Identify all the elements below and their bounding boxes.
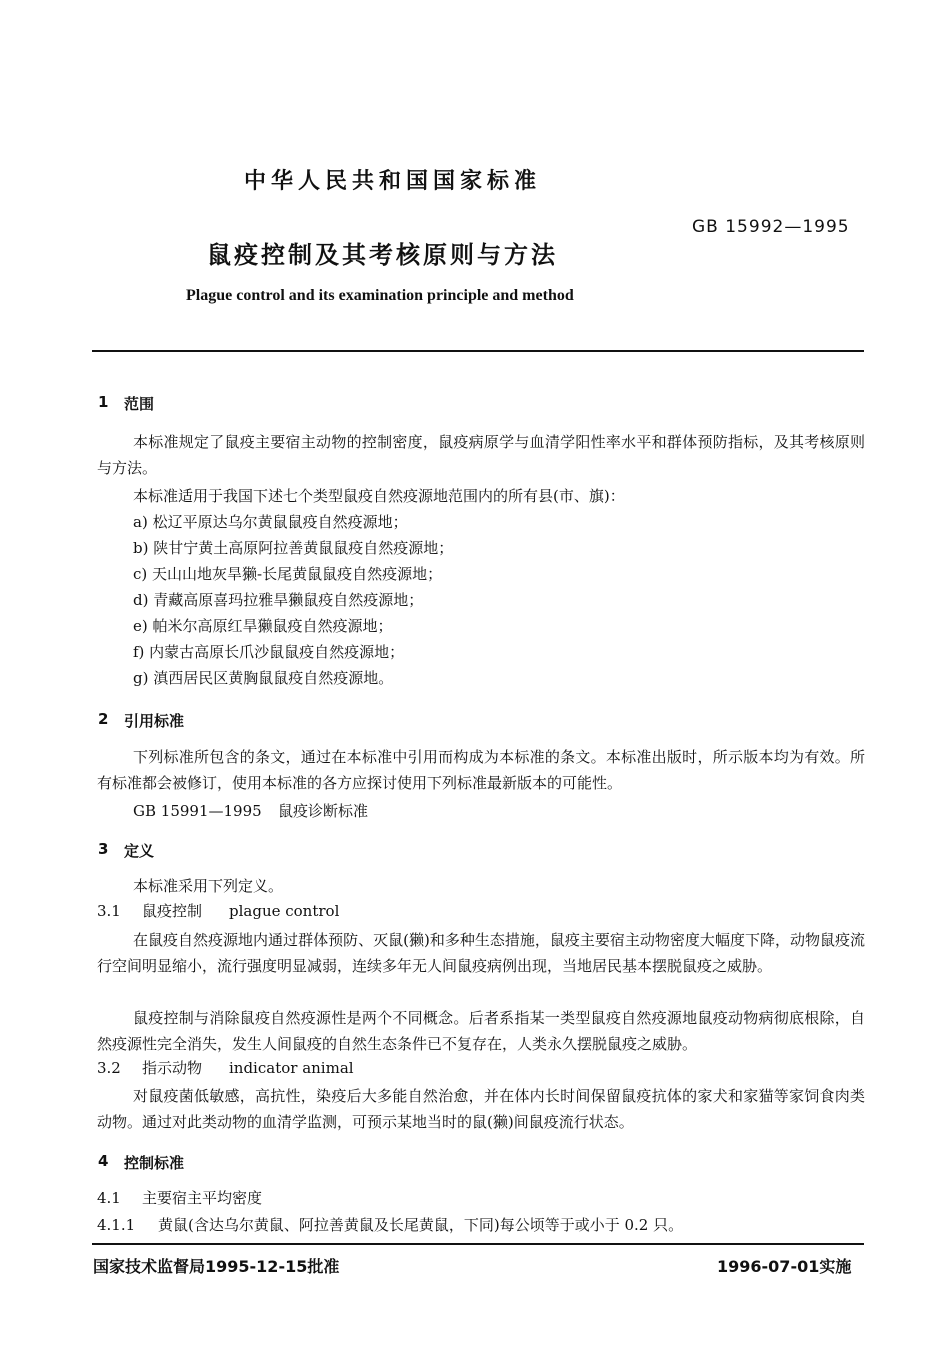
subsection-number: 3.1: [97, 902, 121, 920]
list-item: a) 松辽平原达乌尔黄鼠鼠疫自然疫源地；: [133, 513, 408, 531]
list-item: g) 滇西居民区黄胸鼠鼠疫自然疫源地。: [133, 669, 394, 687]
section-number: 1: [98, 393, 109, 411]
list-item: b) 陕甘宁黄土高原阿拉善黄鼠鼠疫自然疫源地；: [133, 539, 454, 557]
section-number: 4: [98, 1152, 109, 1170]
paragraph: 对鼠疫菌低敏感，高抗性，染疫后大多能自然治愈，并在体内长时间保留鼠疫抗体的家犬和家猫等家饲食肉类动物。通过对此类动物的血清学监测，可预示某地当时的鼠(獭)间鼠疫流行状态。: [97, 1087, 865, 1131]
standard-number: GB 15992—1995: [692, 217, 850, 237]
paragraph: 鼠疫控制与消除鼠疫自然疫源性是两个不同概念。后者系指某一类型鼠疫自然疫源地鼠疫动物病彻底根除，自然疫源性完全消失，发生人间鼠疫的自然生态条件已不复存在，人类永久摆脱鼠疫之威胁。: [97, 1009, 865, 1053]
reference-code: GB 15991—1995: [133, 802, 262, 820]
section-title: 引用标准: [124, 712, 185, 730]
national-standard-heading: 中华人民共和国国家标准: [244, 169, 542, 194]
list-item: c) 天山山地灰旱獭-长尾黄鼠鼠疫自然疫源地；: [133, 565, 443, 583]
effective-date: 1996-07-01实施: [717, 1257, 852, 1276]
list-item: d) 青藏高原喜玛拉雅旱獭鼠疫自然疫源地；: [133, 591, 424, 609]
list-item: e) 帕米尔高原红旱獭鼠疫自然疫源地；: [133, 617, 393, 635]
approval-date: 国家技术监督局1995-12-15批准: [93, 1257, 340, 1276]
subsection-title: 主要宿主平均密度: [142, 1189, 263, 1207]
section-number: 2: [98, 710, 109, 728]
subsection-number: 4.1: [97, 1189, 121, 1207]
paragraph: 在鼠疫自然疫源地内通过群体预防、灭鼠(獭)和多种生态措施，鼠疫主要宿主动物密度大幅度下降，动物鼠疫流行空间明显缩小，流行强度明显减弱，连续多年无人间鼠疫病例出现，当地居民基本摆脱鼠疫之威胁。: [97, 931, 865, 975]
definition-term-english: indicator animal: [229, 1059, 354, 1077]
section-title: 定义: [124, 842, 155, 860]
paragraph: 本标准规定了鼠疫主要宿主动物的控制密度，鼠疫病原学与血清学阳性率水平和群体预防指标，及其考核原则与方法。: [97, 433, 865, 477]
footer-divider: [92, 1243, 864, 1245]
reference-title: 鼠疫诊断标准: [278, 802, 369, 820]
header-divider: [92, 350, 864, 352]
definition-term-english: plague control: [229, 902, 340, 920]
subsection-number: 4.1.1: [97, 1216, 136, 1234]
definition-term: 鼠疫控制: [142, 902, 203, 920]
paragraph: 本标准采用下列定义。: [133, 877, 284, 895]
paragraph: 本标准适用于我国下述七个类型鼠疫自然疫源地范围内的所有县(市、旗)：: [133, 487, 625, 505]
subsection-text: 黄鼠(含达乌尔黄鼠、阿拉善黄鼠及长尾黄鼠，下同)每公顷等于或小于 0.2 只。: [158, 1216, 684, 1234]
paragraph: 下列标准所包含的条文，通过在本标准中引用而构成为本标准的条文。本标准出版时，所示版本均为有效。所有标准都会被修订，使用本标准的各方应探讨使用下列标准最新版本的可能性。: [97, 748, 865, 792]
section-title: 控制标准: [124, 1154, 185, 1172]
section-title: 范围: [124, 395, 155, 413]
definition-term: 指示动物: [142, 1059, 203, 1077]
document-title: 鼠疫控制及其考核原则与方法: [207, 241, 558, 269]
document-title-english: Plague control and its examination principle and method: [186, 287, 574, 304]
list-item: f) 内蒙古高原长爪沙鼠鼠疫自然疫源地；: [133, 643, 405, 661]
section-number: 3: [98, 840, 109, 858]
subsection-number: 3.2: [97, 1059, 121, 1077]
